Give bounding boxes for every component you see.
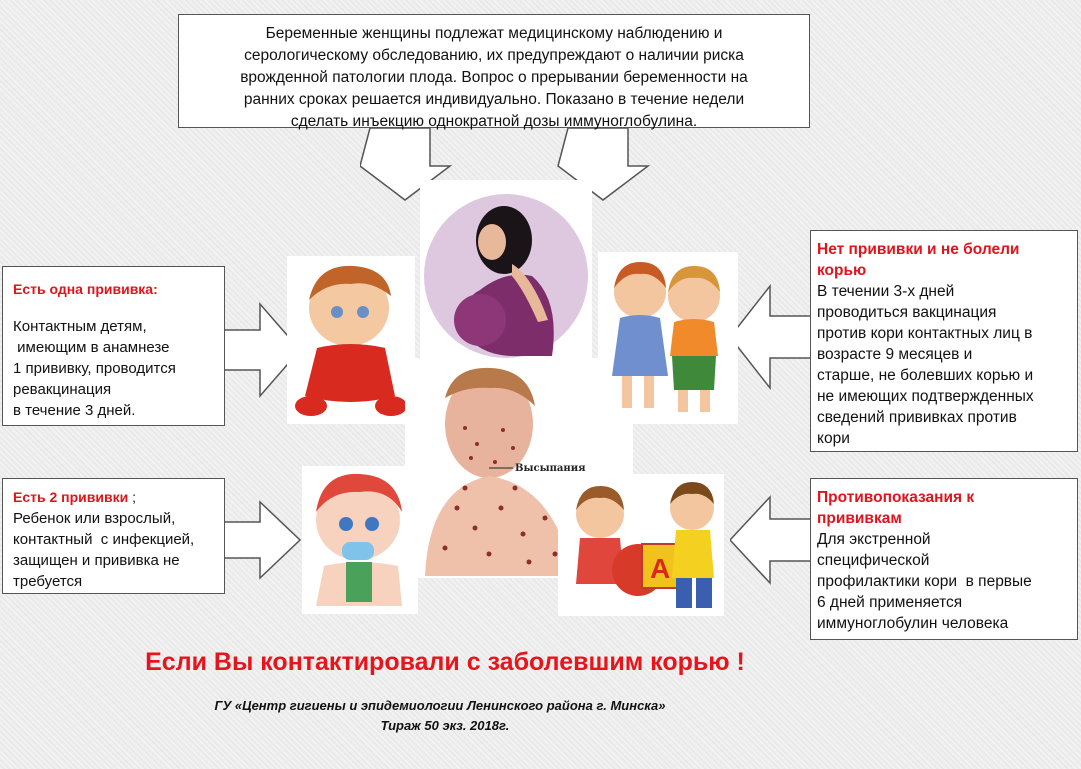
pregnancy-info-box — [178, 14, 810, 128]
two-vaccinations-line: защищен и прививка не — [13, 552, 180, 569]
pregnancy-info-line: серологическому обследованию, их предупреждают о наличии риска — [244, 47, 744, 64]
two-vaccinations-line: контактный с инфекцией, — [13, 531, 195, 548]
contraindications-line: иммуноглобулин человека — [817, 615, 1009, 632]
one-vaccination-title: Есть одна прививка: — [13, 281, 158, 297]
no-vaccination-line: не имеющих подтвержденных — [817, 388, 1034, 405]
no-vaccination-box — [810, 230, 1078, 452]
arrow-right-1 — [730, 282, 812, 392]
rash-label: Высыпания — [515, 463, 586, 474]
two-vaccinations-line: требуется — [13, 573, 83, 590]
pregnancy-info-line: сделать инъекцию однократной дозы иммуноглобулина. — [290, 113, 698, 130]
two-vaccinations-title-suffix: ; — [128, 489, 136, 505]
two-vaccinations-title: Есть 2 прививки — [13, 489, 129, 505]
one-vaccination-line: имеющим в анамнезе — [13, 339, 170, 356]
one-vaccination-line: 1 прививку, проводится — [13, 360, 176, 377]
contraindications-line: Для экстренной — [817, 531, 931, 548]
no-vaccination-line: В течении 3-х дней — [817, 283, 955, 300]
no-vaccination-title: корью — [817, 262, 867, 279]
one-vaccination-line: в течение 3 дней. — [13, 402, 136, 419]
baby-image — [302, 466, 418, 614]
one-vaccination-line: Контактным детям, — [13, 318, 147, 335]
no-vaccination-line: кори — [817, 430, 850, 447]
no-vaccination-line: старше, не болевших корью и — [817, 367, 1034, 384]
one-vaccination-line: ревакцинация — [13, 381, 112, 398]
girls-image — [598, 252, 738, 424]
no-vaccination-line: возрасте 9 месяцев и — [817, 346, 973, 363]
two-vaccinations-heading — [13, 487, 214, 508]
two-vaccinations-box — [2, 478, 225, 594]
pregnant-woman-image — [420, 180, 592, 364]
svg-text:A: A — [650, 553, 671, 584]
no-vaccination-line: проводиться вакцинация — [817, 304, 997, 321]
print-run: Тираж 50 экз. 2018г. — [380, 718, 510, 733]
contraindications-line: специфической — [817, 552, 930, 569]
two-vaccinations-line: Ребенок или взрослый, — [13, 510, 176, 527]
toddler-image — [287, 256, 415, 424]
one-vaccination-box — [2, 266, 225, 426]
contact-warning-title: Если Вы контактировали с заболевшим корью ! — [145, 648, 745, 676]
organization-name: ГУ «Центр гигиены и эпидемиологии Ленинского района г. Минска» — [214, 698, 666, 713]
pregnancy-info-line: Беременные женщины подлежат медицинскому наблюдению и — [265, 25, 723, 42]
contraindications-box — [810, 478, 1078, 640]
contraindications-title: прививкам — [817, 510, 902, 527]
arrow-left-2 — [222, 500, 302, 580]
contraindications-line: профилактики кори в первые — [817, 573, 1032, 590]
kids-with-blocks-image — [558, 474, 724, 616]
contraindications-line: 6 дней применяется — [817, 594, 963, 611]
no-vaccination-line: сведений прививках против — [817, 409, 1017, 426]
no-vaccination-title: Нет прививки и не болели — [817, 241, 1020, 258]
contraindications-title: Противопоказания к — [817, 489, 975, 506]
no-vaccination-line: против кори контактных лиц в — [817, 325, 1033, 342]
pregnancy-info-line: ранних сроках решается индивидуально. Показано в течение недели — [243, 91, 745, 108]
pregnancy-info-line: врожденной патологии плода. Вопрос о прерывании беременности на — [240, 69, 748, 86]
arrow-right-2 — [730, 495, 812, 585]
